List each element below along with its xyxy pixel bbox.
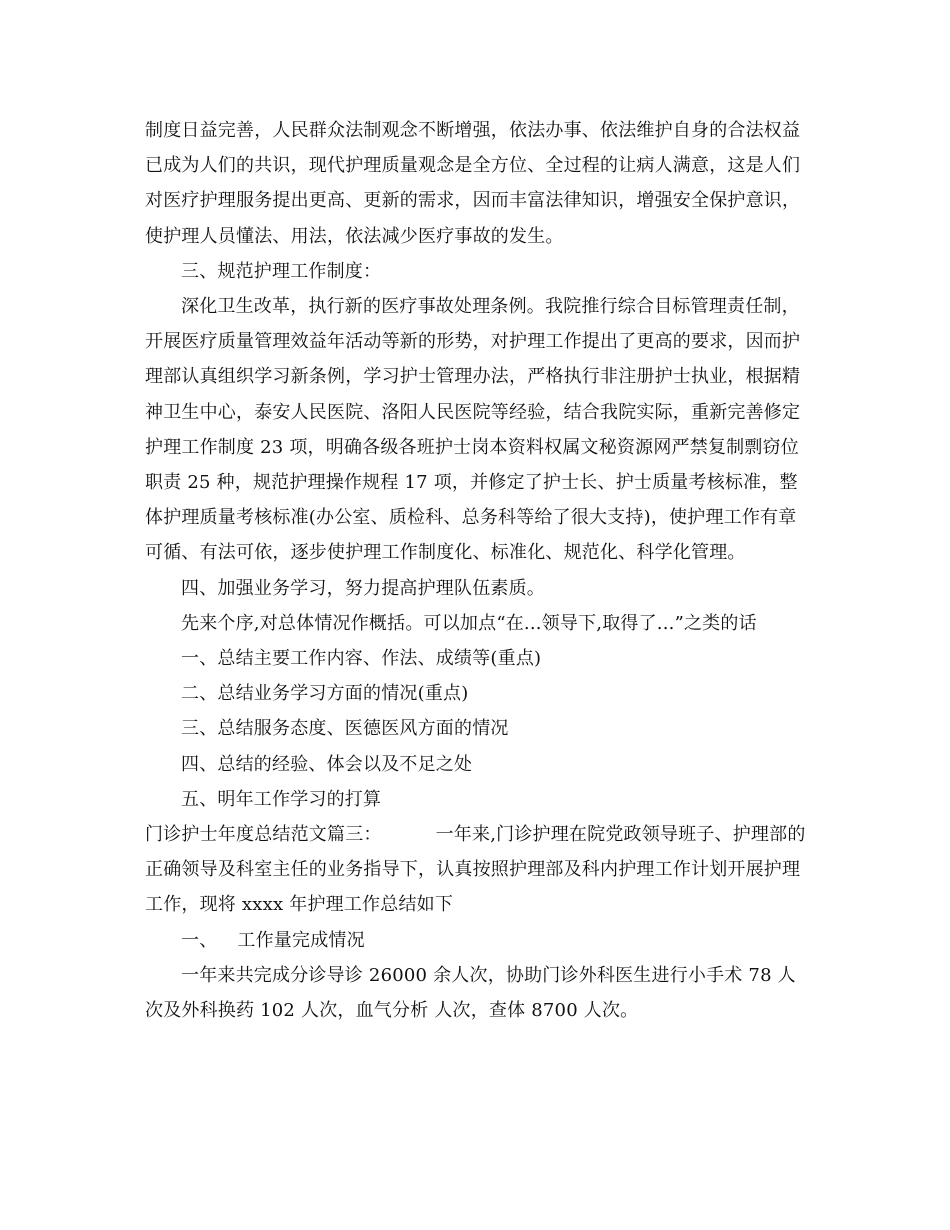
section-title: 门诊护士年度总结范文篇三： (145, 824, 382, 846)
heading-business-study: 四、加强业务学习，努力提高护理队伍素质。 (181, 577, 545, 599)
summary-point-four: 四、总结的经验、体会以及不足之处 (181, 753, 473, 775)
summary-point-two: 二、总结业务学习方面的情况(重点) (181, 683, 469, 705)
workload-heading-title: 工作量完成情况 (237, 929, 365, 951)
workload-heading (145, 923, 813, 958)
section-body: 一年来,门诊护理在院党政领导班子、护理部的正确领导及科室主任的业务指导下，认真按照护理部及科内护理工作计划开展护理工作，现将 xxxx 年护理工作总结如下 (145, 824, 806, 916)
paragraph-section-three (145, 817, 813, 923)
heading-nursing-system: 三、规范护理工作制度： (181, 260, 382, 282)
paragraph-legal-awareness: 制度日益完善，人民群众法制观念不断增强，依法办事、依法维护自身的合法权益已成为人们的共识，现代护理质量观念是全方位、全过程的让病人满意，这是人们对医疗护理服务提出更高、更新的需求，因而丰富法律知识，增强安全保护意识，使护理人员懂法、用法，依法减少医疗事故的发生。 (145, 120, 801, 247)
document-body (145, 113, 813, 1028)
summary-point-one: 一、总结主要工作内容、作法、成绩等(重点) (181, 648, 542, 670)
summary-point-five: 五、明年工作学习的打算 (181, 788, 382, 810)
workload-heading-number: 一、 (181, 929, 218, 951)
paragraph-workload-details: 一年来共完成分诊导诊 26000 余人次，协助门诊外科医生进行小手术 78 人次及外科换药 102 人次，血气分析 人次，查体 8700 人次。 (145, 964, 796, 1022)
paragraph-summary-preface: 先来个序,对总体情况作概括。可以加点“在...领导下,取得了...”之类的话 (181, 612, 757, 634)
paragraph-nursing-system: 深化卫生改革，执行新的医疗事故处理条例。我院推行综合目标管理责任制，开展医疗质量管理效益年活动等新的形势，对护理工作提出了更高的要求，因而护理部认真组织学习新条例，学习护士管理办法，严格执行非注册护士执业，根据精神卫生中心，泰安人民医院、洛阳人民医院等经验，结合我院实际，重新完善修定护理工作制度 23 项，明确各级各班护士岗本资料权属文秘资源网严禁复制剽窃位职责 25 种，规范护理操作规程 17 项，并修定了护士长、护士质量考核标准，整体护理质量考核标准(办公室、质检科、总务科等给了很大支持)，使护理工作有章可循、有法可依，逐步使护理工作制度化、标准化、规范化、科学化管理。 (145, 296, 801, 564)
summary-point-three: 三、总结服务态度、医德医风方面的情况 (181, 718, 509, 740)
